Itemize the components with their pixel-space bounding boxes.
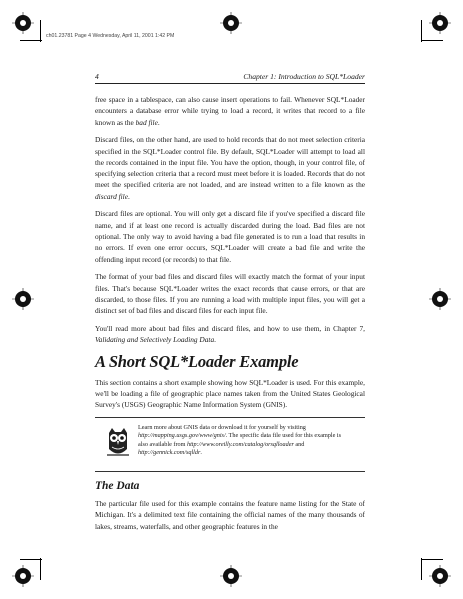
crop-mark	[421, 20, 422, 42]
registration-mark-icon	[429, 565, 451, 587]
note-box	[95, 417, 365, 471]
crop-mark	[421, 40, 443, 41]
owl-icon	[105, 427, 131, 459]
registration-mark-icon	[12, 12, 34, 34]
page-number: 4	[95, 72, 99, 81]
crop-mark	[20, 559, 42, 560]
registration-mark-icon	[220, 12, 242, 34]
header-rule	[95, 83, 365, 84]
registration-mark-icon	[12, 288, 34, 310]
paragraph: Discard files are optional. You will only get a discard file if you've specified a discard file name, and if at least one record is actually discarded during the load. Bad files are not optional. The only way to avoid having a bad file generated is to run a load that results in no errors. If even one error occurs, SQL*Loader will create a bad file and write the offending input record (or records) to that file.	[95, 209, 365, 264]
crop-mark	[20, 40, 42, 41]
registration-mark-icon	[220, 565, 242, 587]
page-body	[95, 94, 365, 538]
crop-mark	[40, 558, 41, 580]
paragraph: This section contains a short example showing how SQL*Loader is used. For this example, we'll be loading a file of geographic place names taken from the United States Geological Survey's (USGS) Geographic Name Information System (GNIS).	[95, 377, 365, 410]
registration-mark-icon	[429, 288, 451, 310]
link[interactable]: http://gennick.com/sqlldr	[138, 448, 201, 456]
crop-mark	[40, 20, 41, 42]
paragraph: The format of your bad files and discard files will exactly match the format of your input files. That's because SQL*Loader writes the exact records that cause errors, or that are discarded, to those files. If you are running a load with multiple input files, you will get a distinct set of bad files and discard files for each input file.	[95, 272, 365, 316]
registration-mark-icon	[429, 12, 451, 34]
registration-mark-icon	[12, 565, 34, 587]
chapter-title: Chapter 1: Introduction to SQL*Loader	[243, 72, 365, 81]
note-text: Learn more about GNIS data or download it for yourself by visiting http://mapping.usgs.gov/www/gnis/. The specific data file used for this example is also available from http://www.oreilly.com/catalog/orsqlloader and http://gennick.com/sqlldr.	[138, 424, 342, 456]
paragraph: You'll read more about bad files and discard files, and how to use them, in Chapter 7, Validating and Selectively Loading Data.	[95, 323, 365, 345]
print-slug: ch01.23781 Page 4 Wednesday, April 11, 2001 1:42 PM	[46, 33, 175, 39]
section-heading: A Short SQL*Loader Example	[95, 351, 299, 371]
note-bottom-rule	[95, 471, 365, 472]
link[interactable]: http://www.oreilly.com/catalog/orsqlloader	[186, 440, 294, 448]
subsection-heading: The Data	[95, 480, 140, 493]
paragraph: Discard files, on the other hand, are used to hold records that do not meet selection criteria specified in the SQL*Loader control file. By default, SQL*Loader will attempt to load all the records contained in the input file. You have the option, though, in your control file, of specifying selection criteria that a record must meet before it is loaded. Records that do not meet the specified criteria are not loaded, and are instead written to a file known as the discard file.	[95, 135, 365, 201]
paragraph: The particular file used for this example contains the feature name listing for the State of Michigan. It's a delimited text file containing the official names of the many thousands of lakes, streams, waterfalls, and other geographic features in the	[95, 499, 365, 531]
crop-mark	[421, 558, 422, 580]
crop-mark	[421, 559, 443, 560]
running-header	[95, 72, 365, 82]
note-top-rule	[95, 417, 365, 418]
paragraph: free space in a tablespace, can also cause insert operations to fail. Whenever SQL*Loader encounters a database error while trying to load a record, it writes that record to a file known as the bad file.	[95, 95, 365, 127]
link[interactable]: http://mapping.usgs.gov/www/gnis/	[138, 432, 226, 440]
